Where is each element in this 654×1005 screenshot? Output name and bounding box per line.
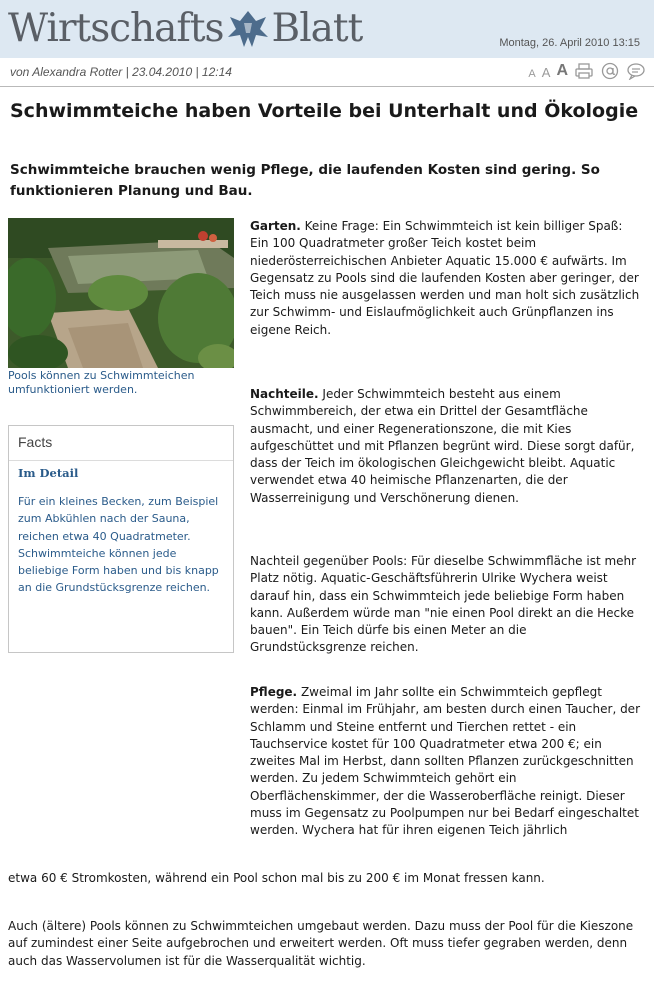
current-date: Montag, 26. April 2010 13:15 bbox=[499, 37, 640, 49]
byline: von Alexandra Rotter | 23.04.2010 | 12:14 bbox=[10, 65, 232, 79]
facts-body: Für ein kleines Becken, zum Beispiel zum Abkühlen nach der Sauna, reichen etwa 40 Quadratmeter. Schwimmteiche können jede beliebige Form haben und bis knapp an die Grundstücksgrenze reichen. bbox=[18, 495, 219, 595]
article-subheadline: Schwimmteiche brauchen wenig Pflege, die laufenden Kosten sind gering. So funktionieren Planung und Bau. bbox=[10, 162, 600, 199]
masthead bbox=[0, 0, 654, 58]
facts-divider bbox=[9, 460, 233, 461]
print-icon[interactable] bbox=[574, 62, 594, 80]
paragraph-lead: Nachteile. bbox=[250, 387, 319, 401]
facts-subtitle: Im Detail bbox=[18, 466, 79, 480]
facts-box bbox=[8, 425, 234, 653]
font-size-large-button[interactable]: A bbox=[556, 62, 568, 79]
paragraph-pflege-continued: etwa 60 € Stromkosten, während ein Pool schon mal bis zu 200 € im Monat fressen kann. bbox=[8, 871, 545, 885]
garden-pond-photo bbox=[8, 218, 234, 368]
paragraph-nachteil-pools bbox=[250, 553, 644, 657]
logo-word-right: Blatt bbox=[271, 6, 363, 51]
paragraph-lead: Pflege. bbox=[250, 685, 298, 699]
logo[interactable] bbox=[8, 4, 362, 54]
paragraph-text: Jeder Schwimmteich besteht aus einem Schwimmbereich, der etwa ein Drittel der Gesamtfläche ausmacht, und einer Regenerationszone, die mit Kies aufgeschüttet und mit Pflanzen begrünt wird. Diese sorgt dafür, dass der Teich im ökologischen Gleichgewicht bleibt. Aquatic verwendet etwa 40 heimische Pflanzenarten, die der Wasserreinigung und Verschönerung dienen. bbox=[250, 387, 635, 505]
article-photo[interactable] bbox=[8, 218, 234, 368]
paragraph-pflege bbox=[250, 684, 644, 840]
article-tools bbox=[528, 62, 646, 80]
photo-caption: Pools können zu Schwimmteichen umfunktioniert werden. bbox=[8, 369, 195, 396]
comment-icon[interactable] bbox=[626, 62, 646, 80]
logo-word-left: Wirtschafts bbox=[8, 6, 224, 51]
eagle-logo-icon bbox=[226, 7, 270, 51]
paragraph-text: Nachteil gegenüber Pools: Für dieselbe Schwimmfläche ist mehr Platz nötig. Aquatic-Geschäftsführerin Ulrike Wychera weist darauf hin, dass ein Schwimmteich jede beliebige Form haben kann. Außerdem würde man "nie einen Pool direkt an die Hecke bauen". Ein Teich dürfe bis einen Meter an die Grundstücksgrenze reichen. bbox=[250, 554, 637, 655]
paragraph-lead: Garten. bbox=[250, 219, 301, 233]
paragraph-text: Zweimal im Jahr sollte ein Schwimmteich gepflegt werden: Einmal im Frühjahr, am besten durch einen Taucher, der Schlamm und Steine entfernt und Tierchen rettet - ein Tauchservice kostet für 100 Quadratmeter etwa 200 €; ein zweites Mal im Herbst, dann sollten Pflanzen zurückgeschnitten werden. Zu jedem Schwimmteich gehört ein Oberflächenskimmer, der die Wasseroberfläche reinigt. Dieser muss im Gegensatz zu Poolpumpen nur bei Bedarf eingeschaltet werden. Wychera hat für ihren eigenen Teich jährlich bbox=[250, 685, 640, 838]
font-size-small-button[interactable]: A bbox=[528, 68, 536, 80]
font-size-medium-button[interactable]: A bbox=[541, 65, 551, 80]
facts-title: Facts bbox=[18, 434, 53, 450]
email-icon[interactable] bbox=[600, 62, 620, 80]
article-headline: Schwimmteiche haben Vorteile bei Unterhalt und Ökologie bbox=[10, 100, 639, 122]
paragraph-garten bbox=[250, 218, 644, 339]
paragraph-umbau: Auch (ältere) Pools können zu Schwimmteichen umgebaut werden. Dazu muss der Pool für die Kieszone auf zumindest einer Seite aufgebrochen und erweitert werden. Oft muss tiefer gegraben werden, denn auch das Wasservolumen ist für die Wasserqualität wichtig. bbox=[8, 919, 634, 968]
paragraph-text: Keine Frage: Ein Schwimmteich ist kein billiger Spaß: Ein 100 Quadratmeter großer Teich kostet beim niederösterreichischen Anbieter Aquatic 15.000 € aufwärts. Im Gegensatz zu Pools sind die laufenden Kosten aber geringer, der Teich muss nie ausgelassen werden und man holt sich zusätzlich zur Schwimm- und Eislaufmöglichkeit auch Grünpflanzen ins eigene Reich. bbox=[250, 219, 640, 337]
byline-bar bbox=[0, 58, 654, 87]
paragraph-nachteile bbox=[250, 386, 644, 507]
